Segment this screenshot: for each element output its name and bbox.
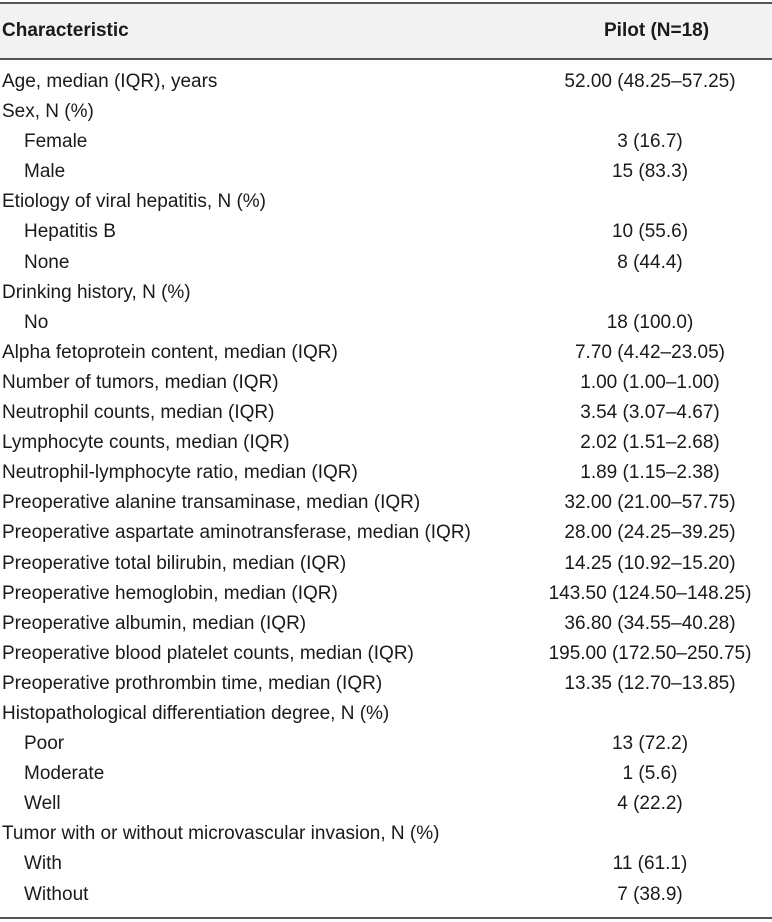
row-label: Number of tumors, median (IQR) xyxy=(2,371,279,393)
row-label: Age, median (IQR), years xyxy=(2,71,218,92)
table-row xyxy=(0,187,772,217)
row-label: Poor xyxy=(24,733,65,755)
row-label: Preoperative blood platelet counts, median (IQR) xyxy=(2,642,414,664)
row-label: Lymphocyte counts, median (IQR) xyxy=(2,432,290,454)
row-value: 2.02 (1.51–2.68) xyxy=(580,432,720,454)
table-row xyxy=(0,488,772,518)
table-row xyxy=(0,458,772,488)
table-header xyxy=(0,4,772,58)
table-row xyxy=(0,97,772,127)
header-pilot: Pilot (N=18) xyxy=(604,20,710,41)
table-row xyxy=(0,157,772,187)
row-value: 143.50 (124.50–148.25) xyxy=(548,582,752,604)
table-bottom-rule xyxy=(0,917,772,919)
row-value: 11 (61.1) xyxy=(612,853,688,875)
table-row xyxy=(0,639,772,669)
row-label: Preoperative albumin, median (IQR) xyxy=(2,612,307,634)
table-row xyxy=(0,549,772,579)
row-label: Preoperative aspartate aminotransferase, median (IQR) xyxy=(2,522,471,544)
row-value: 7 (38.9) xyxy=(617,883,683,905)
row-label: Moderate xyxy=(24,763,105,785)
row-label: Neutrophil counts, median (IQR) xyxy=(2,402,275,424)
row-label: Etiology of viral hepatitis, N (%) xyxy=(2,191,266,213)
row-value: 3 (16.7) xyxy=(617,131,683,153)
row-label: Preoperative hemoglobin, median (IQR) xyxy=(2,582,338,604)
table-row xyxy=(0,729,772,759)
table-row xyxy=(0,217,772,247)
row-value: 4 (22.2) xyxy=(617,793,683,815)
row-value: 13 (72.2) xyxy=(611,733,689,755)
table-row xyxy=(0,759,772,789)
table-row xyxy=(0,819,772,849)
row-value: 195.00 (172.50–250.75) xyxy=(548,642,752,664)
table-row xyxy=(0,669,772,699)
row-value: 28.00 (24.25–39.25) xyxy=(564,522,736,544)
row-value: 15 (83.3) xyxy=(611,161,689,183)
table-row xyxy=(0,699,772,729)
row-label: Histopathological differentiation degree, N (%) xyxy=(2,702,390,724)
row-value: 14.25 (10.92–15.20) xyxy=(564,552,736,574)
row-label: Male xyxy=(24,161,66,183)
table-row xyxy=(0,308,772,338)
row-label: Neutrophil-lymphocyte ratio, median (IQR) xyxy=(2,462,358,484)
row-value: 36.80 (34.55–40.28) xyxy=(564,612,736,634)
row-label: Alpha fetoprotein content, median (IQR) xyxy=(2,341,338,363)
row-label: No xyxy=(24,311,49,333)
table-row xyxy=(0,880,772,910)
row-value: 52.00 (48.25–57.25) xyxy=(564,71,736,92)
table-row xyxy=(0,338,772,368)
table-row xyxy=(0,849,772,879)
row-label: Without xyxy=(24,883,89,905)
row-label: With xyxy=(24,853,62,875)
table-row xyxy=(0,609,772,639)
table-body xyxy=(0,67,772,910)
row-value: 10 (55.6) xyxy=(611,221,689,243)
row-label: None xyxy=(24,251,70,273)
row-value: 18 (100.0) xyxy=(606,311,694,333)
row-label: Sex, N (%) xyxy=(2,101,94,123)
table-row xyxy=(0,428,772,458)
row-label: Well xyxy=(24,793,61,815)
table-row xyxy=(0,579,772,609)
table-row xyxy=(0,368,772,398)
row-label: Preoperative prothrombin time, median (IQR) xyxy=(2,672,383,694)
table-row xyxy=(0,398,772,428)
row-label: Preoperative alanine transaminase, median (IQR) xyxy=(2,492,421,514)
row-label: Female xyxy=(24,131,88,153)
row-value: 1.00 (1.00–1.00) xyxy=(580,371,720,393)
header-characteristic: Characteristic xyxy=(2,20,129,41)
row-value: 3.54 (3.07–4.67) xyxy=(580,402,720,424)
row-value: 1 (5.6) xyxy=(622,763,678,785)
table-row xyxy=(0,789,772,819)
row-label: Tumor with or without microvascular invasion, N (%) xyxy=(2,823,440,845)
table-row xyxy=(0,278,772,308)
table-row xyxy=(0,127,772,157)
row-value: 8 (44.4) xyxy=(617,251,683,273)
row-value: 32.00 (21.00–57.75) xyxy=(564,492,736,514)
table-row xyxy=(0,248,772,278)
row-label: Preoperative total bilirubin, median (IQR) xyxy=(2,552,347,574)
row-value: 1.89 (1.15–2.38) xyxy=(580,462,720,484)
row-label: Hepatitis B xyxy=(24,221,116,243)
table-row xyxy=(0,518,772,548)
table-row xyxy=(0,67,772,97)
row-value: 7.70 (4.42–23.05) xyxy=(574,341,726,363)
table-header-rule xyxy=(0,58,772,60)
row-value: 13.35 (12.70–13.85) xyxy=(564,672,736,694)
row-label: Drinking history, N (%) xyxy=(2,281,191,303)
